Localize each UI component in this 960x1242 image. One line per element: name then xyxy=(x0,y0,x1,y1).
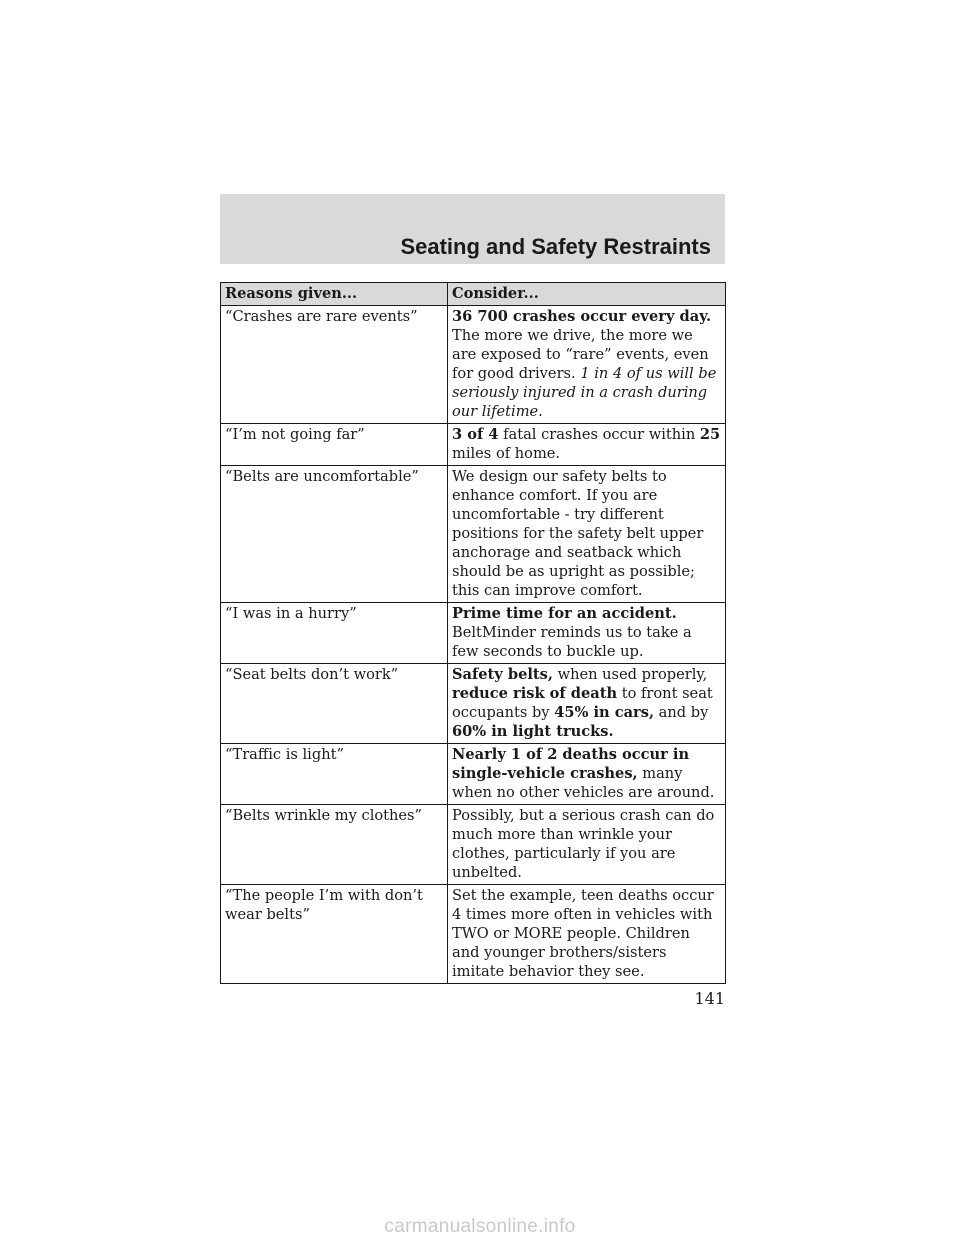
consider-cell xyxy=(448,805,726,885)
consider-text-segment: Safety belts, xyxy=(452,666,553,683)
section-title: Seating and Safety Restraints xyxy=(400,234,711,259)
reason-cell: “I was in a hurry” xyxy=(221,603,448,664)
section-header-band xyxy=(220,194,725,264)
reason-cell: “Belts are uncomfortable” xyxy=(221,466,448,603)
reason-cell: “Crashes are rare events” xyxy=(221,306,448,424)
consider-text-segment: 1 in 4 of us will be seriously injured in a crash during our lifetime. xyxy=(452,365,717,420)
consider-cell xyxy=(448,424,726,466)
reasons-table xyxy=(220,282,726,984)
consider-text-segment: 36 700 crashes occur every day. xyxy=(452,308,712,325)
consider-text-segment: 25 xyxy=(699,426,721,443)
table-row xyxy=(221,424,726,466)
consider-text-segment: Set the example, teen deaths occur 4 times more often in vehicles with TWO or MORE people. Children and younger brothers/sisters imitate behavior they see. xyxy=(452,887,714,980)
consider-cell xyxy=(448,664,726,744)
consider-text-segment: 45% in cars, xyxy=(554,704,655,721)
consider-text-segment: many when no other vehicles are around. xyxy=(452,765,715,801)
consider-text-segment: fatal crashes occur within xyxy=(498,426,700,443)
consider-text-segment: 3 of 4 xyxy=(452,426,499,443)
consider-text-segment: The more we drive, the more we are exposed to “rare” events, even for good drivers. xyxy=(452,327,709,382)
consider-cell xyxy=(448,466,726,603)
table-row xyxy=(221,744,726,805)
consider-text-segment: when used properly, xyxy=(552,666,708,683)
consider-text-segment: miles of home. xyxy=(452,445,561,462)
table-row xyxy=(221,306,726,424)
reason-cell: “Traffic is light” xyxy=(221,744,448,805)
table-row xyxy=(221,603,726,664)
consider-text-segment: to front seat occupants by xyxy=(452,685,713,721)
reason-cell: “Seat belts don’t work” xyxy=(221,664,448,744)
consider-text-segment: BeltMinder reminds us to take a few seconds to buckle up. xyxy=(452,624,692,660)
page-number: 141 xyxy=(694,989,725,1008)
table-row xyxy=(221,885,726,984)
consider-text-segment: 60% in light trucks. xyxy=(452,723,614,740)
consider-text-segment: and by xyxy=(654,704,709,721)
consider-cell xyxy=(448,603,726,664)
consider-cell xyxy=(448,744,726,805)
table-row xyxy=(221,664,726,744)
reason-cell: “The people I’m with don’t wear belts” xyxy=(221,885,448,984)
column-header-reasons: Reasons given... xyxy=(221,283,448,306)
consider-cell xyxy=(448,885,726,984)
consider-text-segment: Prime time for an accident. xyxy=(452,605,677,622)
consider-cell xyxy=(448,306,726,424)
table-header-row xyxy=(221,283,726,306)
table-row xyxy=(221,466,726,603)
consider-text-segment: Possibly, but a serious crash can do much more than wrinkle your clothes, particularly if you are unbelted. xyxy=(452,807,715,881)
table-row xyxy=(221,805,726,885)
reason-cell: “I’m not going far” xyxy=(221,424,448,466)
consider-text-segment: Nearly 1 of 2 deaths occur in single-vehicle crashes, xyxy=(452,746,690,782)
watermark-text: carmanualsonline.info xyxy=(384,1216,576,1237)
column-header-consider: Consider... xyxy=(448,283,726,306)
reason-cell: “Belts wrinkle my clothes” xyxy=(221,805,448,885)
consider-text-segment: reduce risk of death xyxy=(452,685,618,702)
consider-text-segment: We design our safety belts to enhance comfort. If you are uncomfortable - try different positions for the safety belt upper anchorage and seatback which should be as upright as possible; this can improve comfort. xyxy=(452,468,704,599)
